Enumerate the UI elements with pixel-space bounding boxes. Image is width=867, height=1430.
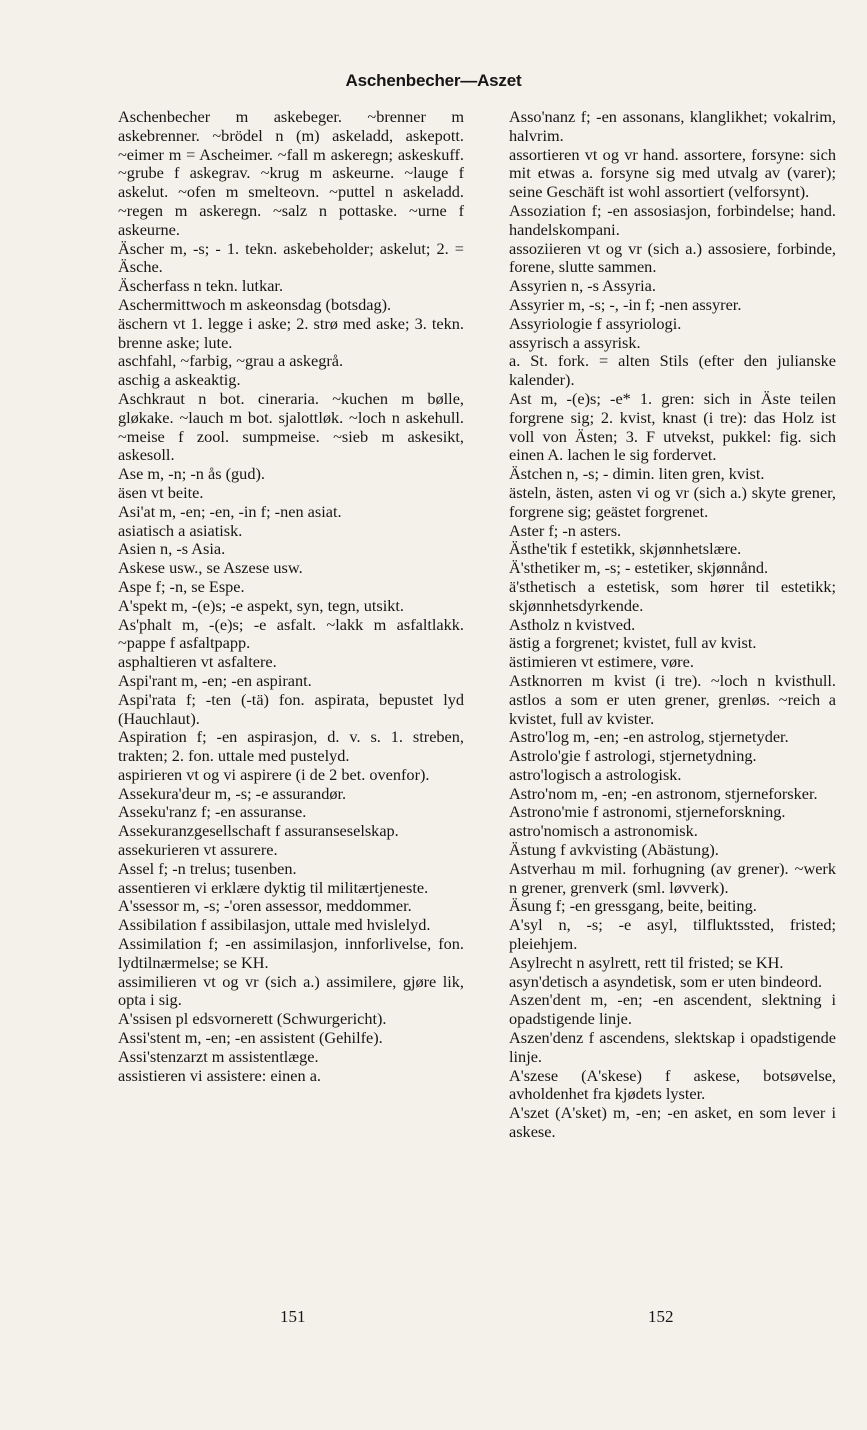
dictionary-entry: Astro'log m, -en; -en astrolog, stjernetyder. bbox=[509, 727, 789, 747]
dictionary-entry: Askese usw., se Aszese usw. bbox=[118, 558, 303, 578]
dictionary-entry: Assekuranzgesellschaft f assuranseselskap. bbox=[118, 821, 399, 841]
dictionary-entry: Äsung f; -en gressgang, beite, beiting. bbox=[509, 896, 757, 916]
dictionary-entry: ästeln, ästen, asten vi og vr (sich a.) skyte grener, forgrene sig; geästet forgrenet. bbox=[509, 482, 836, 521]
left-column bbox=[118, 108, 464, 1085]
dictionary-entry: Aspi'rant m, -en; -en aspirant. bbox=[118, 670, 312, 690]
dictionary-entry: assentieren vi erklære dyktig til militærtjeneste. bbox=[118, 877, 429, 897]
dictionary-entry: assimilieren vt og vr (sich a.) assimilere, gjøre lik, opta i sig. bbox=[118, 971, 464, 1010]
dictionary-entry: Asien n, -s Asia. bbox=[118, 539, 226, 559]
dictionary-entry: ästimieren vt estimere, vøre. bbox=[509, 652, 694, 672]
dictionary-entry: Assibilation f assibilasjon, uttale med hvislelyd. bbox=[118, 915, 431, 935]
dictionary-entry: A'szet (A'sket) m, -en; -en asket, en som lever i askese. bbox=[509, 1103, 836, 1142]
dictionary-entry: Assyrien n, -s Assyria. bbox=[509, 276, 656, 296]
dictionary-entry: Aszen'dent m, -en; -en ascendent, slektning i opadstigende linje. bbox=[509, 990, 836, 1029]
dictionary-entry: Assi'stenzarzt m assistentlæge. bbox=[118, 1046, 319, 1066]
dictionary-entry: aschig a askeaktig. bbox=[118, 370, 241, 390]
dictionary-entry: Aster f; -n asters. bbox=[509, 520, 622, 540]
dictionary-entry: Astknorren m kvist (i tre). ~loch n kvisthull. astlos a som er uten grener, grenløs. ~reich a kvistet, full av kvister. bbox=[509, 670, 836, 728]
dictionary-entry: Aspi'rata f; -ten (-tä) fon. aspirata, bepustet lyd (Hauchlaut). bbox=[118, 689, 464, 728]
dictionary-entry: Asso'nanz f; -en assonans, klanglikhet; vokalrim, halvrim. bbox=[509, 107, 836, 145]
dictionary-entry: Ase m, -n; -n ås (gud). bbox=[118, 464, 265, 484]
dictionary-entry: Äscherfass n tekn. lutkar. bbox=[118, 276, 284, 296]
dictionary-entry: Aschenbecher m askebeger. ~brenner m askebrenner. ~brödel n (m) askeladd, askepott. ~eimer m = Ascheimer. ~fall m askeregn; askeskuff. ~grube f askegrav. ~krug m askeurne. ~lauge f askelut. ~ofen m smelteovn. ~puttel n askeladd. ~regen m askeregn. ~salz n pottaske. ~urne f askeurne. bbox=[118, 107, 464, 239]
dictionary-entry: Aschermittwoch m askeonsdag (botsdag). bbox=[118, 294, 392, 314]
dictionary-entry: assoziieren vt og vr (sich a.) assosiere, forbinde, forene, slutte sammen. bbox=[509, 238, 836, 277]
dictionary-entry: a. St. fork. = alten Stils (efter den julianske kalender). bbox=[509, 351, 836, 390]
dictionary-entry: ä'sthetisch a estetisk, som hører til estetikk; skjønnhetsdyrkende. bbox=[509, 576, 836, 615]
dictionary-entry: Aszen'denz f ascendens, slektskap i opadstigende linje. bbox=[509, 1028, 836, 1066]
dictionary-entry: äsen vt beite. bbox=[118, 482, 204, 502]
dictionary-entry: Aspe f; -n, se Espe. bbox=[118, 576, 245, 596]
dictionary-entry: Asseku'ranz f; -en assuranse. bbox=[118, 802, 307, 822]
dictionary-entry: Assi'stent m, -en; -en assistent (Gehilfe). bbox=[118, 1028, 383, 1048]
dictionary-entry: Ästung f avkvisting (Abästung). bbox=[509, 840, 719, 860]
dictionary-entry: Assimilation f; -en assimilasjon, innforlivelse, fon. lydtilnærmelse; se KH. bbox=[118, 934, 464, 972]
dictionary-entry: assekurieren vt assurere. bbox=[118, 840, 278, 860]
dictionary-entry: Ästhe'tik f estetikk, skjønnhetslære. bbox=[509, 539, 742, 559]
dictionary-entry: As'phalt m, -(e)s; -e asfalt. ~lakk m asfaltlakk. ~pappe f asfaltpapp. bbox=[118, 614, 464, 653]
dictionary-entry: Astholz n kvistved. bbox=[509, 614, 636, 634]
dictionary-entry: Assekura'deur m, -s; -e assurandør. bbox=[118, 783, 347, 803]
dictionary-entry: Aschkraut n bot. cineraria. ~kuchen m bølle, gløkake. ~lauch m bot. sjalottløk. ~loch n askehull. ~meise f zool. sumpmeise. ~sieb m askesikt, askesoll. bbox=[118, 388, 464, 465]
dictionary-entry: assistieren vi assistere: einen a. bbox=[118, 1065, 321, 1085]
dictionary-entry: assyrisch a assyrisk. bbox=[509, 332, 641, 352]
dictionary-entry: A'ssisen pl edsvornerett (Schwurgericht). bbox=[118, 1009, 387, 1029]
dictionary-entry: Asi'at m, -en; -en, -in f; -nen asiat. bbox=[118, 501, 342, 521]
dictionary-entry: Astverhau m mil. forhugning (av grener). ~werk n grener, grenverk (sml. løvverk). bbox=[509, 858, 836, 897]
dictionary-entry: astro'logisch a astrologisk. bbox=[509, 764, 682, 784]
dictionary-entry: aspirieren vt og vi aspirere (i de 2 bet. ovenfor). bbox=[118, 764, 430, 784]
dictionary-entry: A'szese (A'skese) f askese, botsøvelse, avholdenhet fra kjødets lyster. bbox=[509, 1065, 836, 1104]
dictionary-entry: Assyrier m, -s; -, -in f; -nen assyrer. bbox=[509, 294, 742, 314]
dictionary-entry: astro'nomisch a astronomisk. bbox=[509, 821, 698, 841]
dictionary-entry: asyn'detisch a asyndetisk, som er uten bindeord. bbox=[509, 971, 823, 991]
dictionary-entry: Assyriologie f assyriologi. bbox=[509, 313, 682, 333]
right-column bbox=[509, 108, 836, 1142]
dictionary-entry: ästig a forgrenet; kvistet, full av kvist. bbox=[509, 633, 757, 653]
dictionary-entry: Äscher m, -s; - 1. tekn. askebeholder; askelut; 2. = Äsche. bbox=[118, 238, 464, 277]
dictionary-entry: Ästchen n, -s; - dimin. liten gren, kvist. bbox=[509, 464, 765, 484]
dictionary-entry: Aspiration f; -en aspirasjon, d. v. s. 1. streben, trakten; 2. fon. uttale med pustelyd. bbox=[118, 727, 464, 766]
dictionary-entry: Astrono'mie f astronomi, stjerneforskning. bbox=[509, 802, 786, 822]
dictionary-entry: assortieren vt og vr hand. assortere, forsyne: sich mit etwas a. forsyne sig med utvalg av (varer); seine Geschäft ist wohl assortiert (velforsynt). bbox=[509, 144, 836, 202]
dictionary-entry: Astrolo'gie f astrologi, stjernetydning. bbox=[509, 746, 757, 766]
page-number-left: 151 bbox=[280, 1307, 306, 1326]
dictionary-entry: A'ssessor m, -s; -'oren assessor, meddommer. bbox=[118, 896, 412, 916]
dictionary-entry: Ast m, -(e)s; -e* 1. gren: sich in Äste teilen forgrene sig; 2. kvist, knast (i tre): das Holz ist voll von Ästen; 3. F utvekst, pukkel: fig. sich einen A. lachen le sig fordervet. bbox=[509, 388, 836, 465]
running-head: Aschenbecher—Aszet bbox=[345, 71, 522, 90]
dictionary-entry: A'syl n, -s; -e asyl, tilfluktssted, fristed; pleiehjem. bbox=[509, 915, 836, 954]
dictionary-entry: A'spekt m, -(e)s; -e aspekt, syn, tegn, utsikt. bbox=[118, 595, 404, 615]
dictionary-entry: Assoziation f; -en assosiasjon, forbindelse; hand. handelskompani. bbox=[509, 200, 836, 239]
page-number-right: 152 bbox=[648, 1307, 674, 1326]
dictionary-entry: Assel f; -n trelus; tusenben. bbox=[118, 858, 297, 878]
dictionary-entry: aschfahl, ~farbig, ~grau a askegrå. bbox=[118, 351, 344, 371]
dictionary-entry: Astro'nom m, -en; -en astronom, stjerneforsker. bbox=[509, 783, 818, 803]
dictionary-entry: asphaltieren vt asfaltere. bbox=[118, 652, 277, 672]
dictionary-entry: Ä'sthetiker m, -s; - estetiker, skjønnånd. bbox=[509, 558, 769, 578]
dictionary-entry: Asylrecht n asylrett, rett til fristed; se KH. bbox=[509, 952, 784, 972]
dictionary-entry: äschern vt 1. legge i aske; 2. strø med aske; 3. tekn. brenne aske; lute. bbox=[118, 313, 464, 352]
dictionary-entry: asiatisch a asiatisk. bbox=[118, 520, 243, 540]
